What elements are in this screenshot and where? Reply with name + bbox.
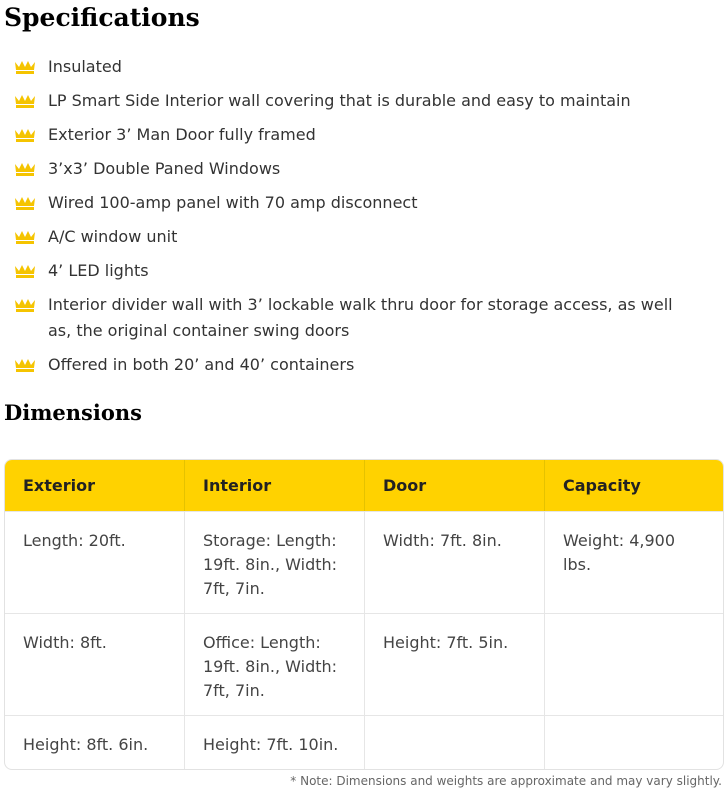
column-header-interior: Interior [185, 460, 365, 511]
column-header-door: Door [365, 460, 545, 511]
dimensions-table [4, 459, 724, 770]
table-cell: Height: 7ft. 5in. [365, 613, 545, 715]
table-row [5, 613, 723, 715]
crown-icon [14, 128, 36, 142]
list-item [14, 156, 714, 182]
list-item [14, 88, 714, 114]
specifications-heading: Specifications [4, 3, 200, 32]
spec-text: Offered in both 20’ and 40’ containers [48, 355, 355, 374]
table-cell: Width: 7ft. 8in. [365, 511, 545, 613]
table-cell: Weight: 4,900 lbs. [545, 511, 723, 613]
crown-icon [14, 94, 36, 108]
table-cell [365, 715, 545, 769]
spec-text: LP Smart Side Interior wall covering that is durable and easy to maintain [48, 91, 631, 110]
crown-icon [14, 230, 36, 244]
spec-text: Exterior 3’ Man Door fully framed [48, 125, 316, 144]
spec-text: Insulated [48, 57, 122, 76]
spec-text: A/C window unit [48, 227, 178, 246]
crown-icon [14, 358, 36, 372]
spec-text: Interior divider wall with 3’ lockable walk thru door for storage access, as well as, the original container swing doors [48, 295, 673, 340]
crown-icon [14, 196, 36, 210]
list-item [14, 258, 714, 284]
crown-icon [14, 298, 36, 312]
table-row [5, 511, 723, 613]
spec-text: 4’ LED lights [48, 261, 149, 280]
table-header-row [5, 460, 723, 511]
list-item [14, 122, 714, 148]
list-item [14, 224, 714, 250]
table-cell: Width: 8ft. [5, 613, 185, 715]
table-cell: Office: Length: 19ft. 8in., Width: 7ft, 7in. [185, 613, 365, 715]
list-item [14, 54, 714, 80]
table-cell: Height: 8ft. 6in. [5, 715, 185, 769]
table-row [5, 715, 723, 769]
list-item [14, 352, 714, 378]
column-header-exterior: Exterior [5, 460, 185, 511]
dimensions-heading: Dimensions [4, 400, 142, 425]
table-cell [545, 715, 723, 769]
table-cell: Storage: Length: 19ft. 8in., Width: 7ft, 7in. [185, 511, 365, 613]
list-item [14, 292, 714, 344]
table-cell [545, 613, 723, 715]
list-item [14, 190, 714, 216]
spec-text: Wired 100-amp panel with 70 amp disconnect [48, 193, 418, 212]
spec-text: 3’x3’ Double Paned Windows [48, 159, 281, 178]
column-header-capacity: Capacity [545, 460, 723, 511]
specifications-list [14, 54, 714, 386]
crown-icon [14, 264, 36, 278]
crown-icon [14, 60, 36, 74]
crown-icon [14, 162, 36, 176]
table-cell: Height: 7ft. 10in. [185, 715, 365, 769]
dimensions-note: * Note: Dimensions and weights are approximate and may vary slightly. [290, 774, 722, 788]
table-cell: Length: 20ft. [5, 511, 185, 613]
